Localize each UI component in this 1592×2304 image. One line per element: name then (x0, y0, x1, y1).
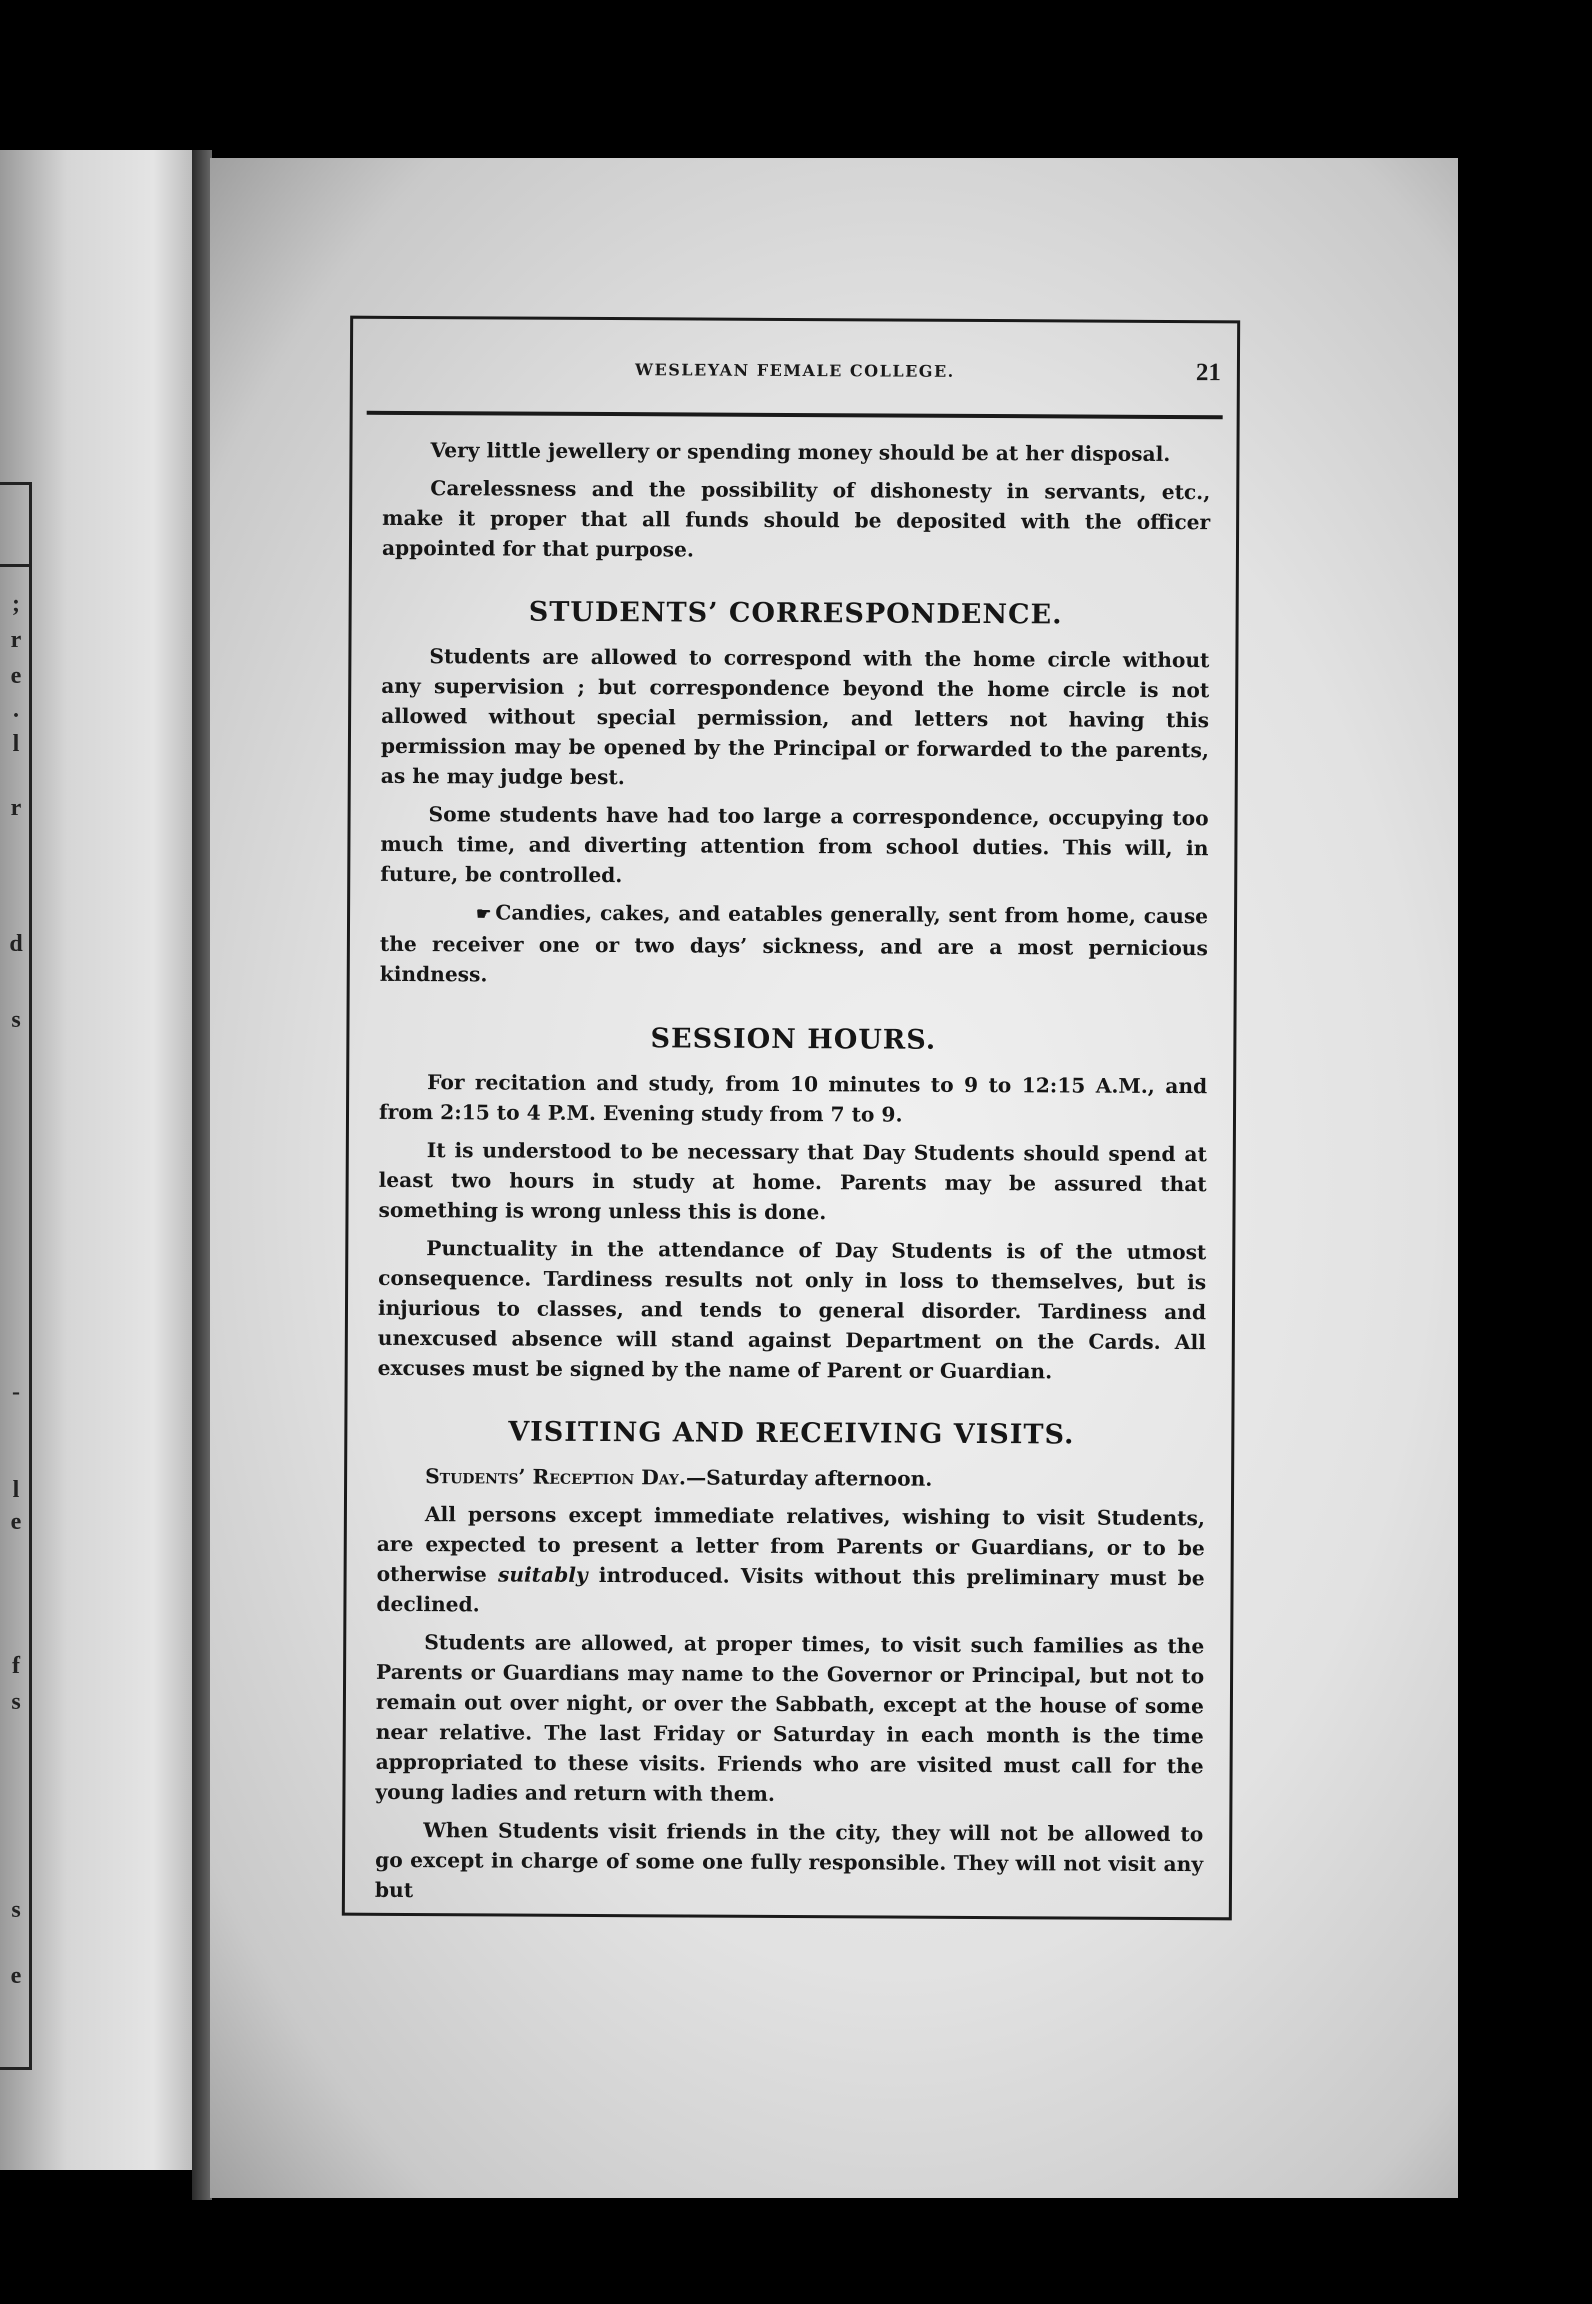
paragraph-text: Candies, cakes, and eatables generally, sent from home, cause the receiver one or two days’ sickness, and are a most pernicious kindness. (379, 900, 1209, 987)
adjacent-margin-glyph: r (10, 795, 22, 821)
paragraph-text: For recitation and study, from 10 minutes to 9 to 12:15 (427, 1070, 1086, 1098)
paragraph: Very little jewellery or spending money should be at her disposal. (430, 438, 1171, 466)
adjacent-margin-glyph: s (11, 1689, 21, 1715)
paragraph-text: introduced. Visits without this preliminary must be declined. (376, 1563, 1205, 1617)
page-number: 21 (1195, 359, 1221, 387)
paragraph: Punctuality in the attendance of Day Students is of the utmost consequence. Tardiness results not only in loss to themselves, but is injurious to classes, and tends to general disorder. Tardiness and unexcused absence will stand against Department on the Cards. All excuses must be signed by the name of Parent or Guardian. (377, 1236, 1207, 1384)
adjacent-margin-glyph: l (12, 1477, 20, 1503)
adjacent-margin-glyph: - (12, 1379, 20, 1405)
adjacent-margin-glyph: . (13, 697, 19, 723)
header-rule (367, 411, 1223, 419)
paragraph (376, 1499, 1205, 1623)
paragraph: Some students have had too large a correspondence, occupying too much time, and diverting attention from school duties. This will, in future, be controlled. (380, 802, 1209, 888)
paragraph-text: All persons except immediate relatives, wishing to visit Students, are expected to present a letter from Parents or Guardians, or to be otherwise (376, 1502, 1205, 1587)
paragraph-text: —Saturday afternoon. (685, 1465, 933, 1491)
paragraph-text: Evening study from 7 to 9. (602, 1101, 903, 1127)
paragraph-text: , and from 2:15 to 4 (378, 1073, 1208, 1125)
pointing-hand-icon: ☛ (476, 904, 492, 925)
adjacent-margin-glyph: e (10, 1509, 22, 1535)
time-suffix: A.M. (1095, 1073, 1148, 1098)
adjacent-margin-glyph: s (11, 1897, 21, 1923)
book-gutter (192, 150, 212, 2200)
adjacent-margin-glyph: ; (12, 591, 20, 617)
section-heading-session-hours: SESSION HOURS. (650, 1023, 937, 1056)
adjacent-margin-glyph: f (12, 1653, 20, 1679)
adjacent-margin-glyph: d (9, 931, 23, 957)
reception-label: Students’ Reception Day. (425, 1464, 687, 1490)
paragraph: It is understood to be necessary that Day Students should spend at least two hours in study at home. Parents may be assured that something is wrong unless this is done. (378, 1138, 1207, 1225)
adjacent-margin-glyph: e (10, 1963, 22, 1989)
adjacent-margin-glyph: l (12, 731, 20, 757)
paragraph: Students are allowed to correspond with the home circle without any supervision ; but correspondence beyond the home circle is not allowed without special permission, and letters not having this permission may be opened by the Principal or forwarded to the parents, as he may judge best. (380, 644, 1210, 790)
page-body (375, 435, 1211, 1917)
section-heading-correspondence: STUDENTS’ CORRESPONDENCE. (528, 596, 1063, 631)
adjacent-page (0, 150, 192, 2170)
adjacent-margin-glyph: s (11, 1007, 21, 1033)
running-head (367, 359, 1223, 395)
paragraph: Students are allowed, at proper times, to visit such families as the Parents or Guardians may name to the Governor or Principal, but not to remain out over night, or over the Sabbath, except at the house of some near relative. The last Friday or Saturday in each month is the time appropriated to these visits. Friends who are visited must call for the young ladies and return with them. (375, 1630, 1205, 1806)
time-suffix: P.M. (547, 1100, 597, 1125)
paragraph (377, 1461, 1205, 1495)
paragraph: Carelessness and the possibility of dishonesty in servants, etc., make it proper that all funds should be deposited with the officer appointed for that purpose. (381, 476, 1211, 562)
page-frame (342, 316, 1240, 1921)
section-heading-visiting: VISITING AND RECEIVING VISITS. (508, 1416, 1075, 1451)
adjacent-page-rule (0, 564, 32, 567)
paragraph (379, 1067, 1207, 1131)
italic-word: suitably (497, 1562, 588, 1587)
adjacent-margin-glyph: e (10, 663, 22, 689)
paragraph: When Students visit friends in the city, they will not be allowed to go except in charge of some one fully responsible. They will not visit any but (374, 1818, 1204, 1903)
paragraph (380, 897, 1208, 993)
adjacent-margin-glyph: r (10, 627, 22, 653)
running-title: WESLEYAN FEMALE COLLEGE. (635, 360, 955, 381)
